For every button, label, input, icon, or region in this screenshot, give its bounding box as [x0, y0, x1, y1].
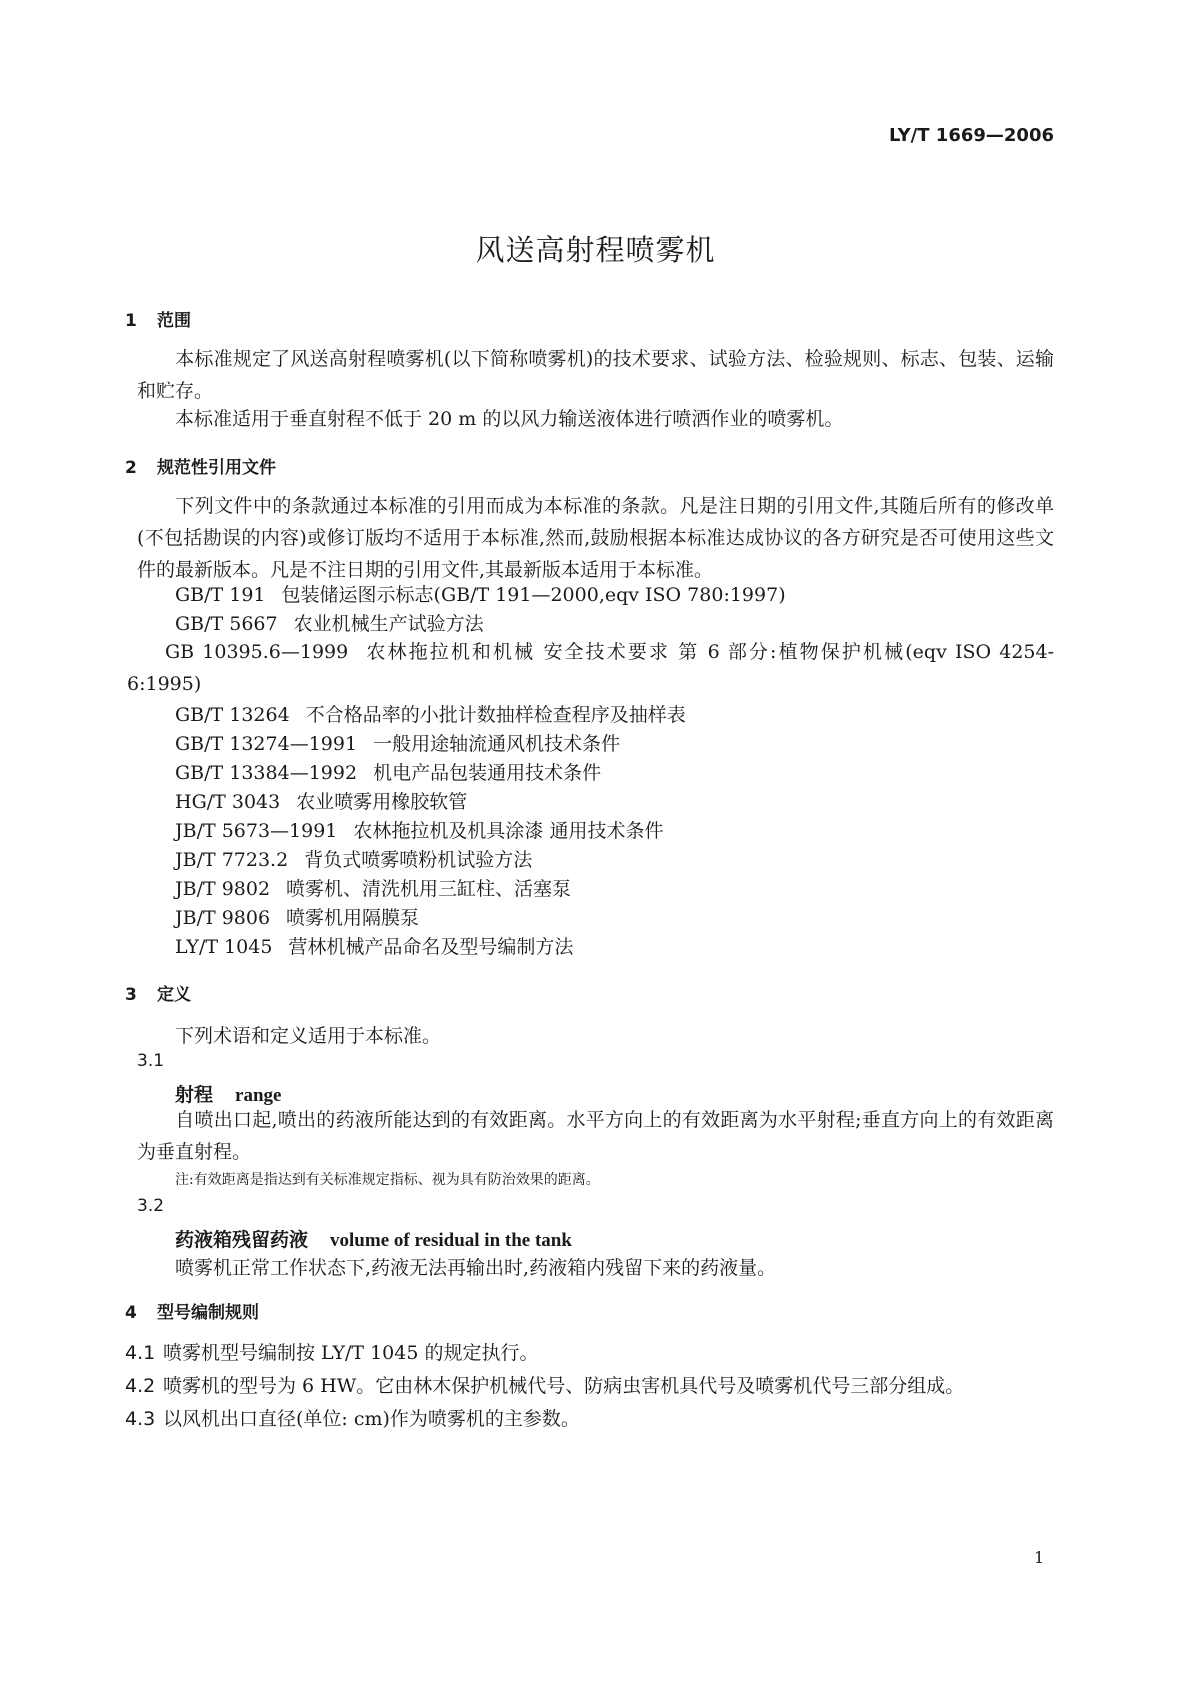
scope-paragraph-1: 本标准规定了风送高射程喷雾机(以下简称喷雾机)的技术要求、试验方法、检验规则、标志、包装、运输和贮存。: [137, 348, 1054, 402]
section-3-heading: [125, 980, 191, 1005]
reference-item: GB/T 191 包装储运图示标志(GB/T 191—2000,eqv ISO 780:1997): [175, 584, 786, 606]
scope-paragraph-2: 本标准适用于垂直射程不低于 20 m 的以风力输送液体进行喷洒作业的喷雾机。: [175, 408, 844, 430]
clause-item: 4.1 喷雾机型号编制按 LY/T 1045 的规定执行。: [125, 1342, 539, 1364]
reference-item: JB/T 9802 喷雾机、清洗机用三缸柱、活塞泵: [175, 878, 572, 900]
reference-item: GB/T 13274—1991 一般用途轴流通风机技术条件: [175, 733, 621, 755]
section-number: 4: [125, 1303, 137, 1323]
clause-item: 4.2 喷雾机的型号为 6 HW。它由林木保护机械代号、防病虫害机具代号及喷雾机代号三部分组成。: [125, 1375, 965, 1397]
standard-code: LY/T 1669—2006: [888, 125, 1054, 146]
references-intro: 下列文件中的条款通过本标准的引用而成为本标准的条款。凡是注日期的引用文件,其随后所有的修改单(不包括勘误的内容)或修订版均不适用于本标准,然而,鼓励根据本标准达成协议的各方研究是否可使用这些文件的最新版本。凡是不注日期的引用文件,其最新版本适用于本标准。: [137, 495, 1054, 581]
reference-item: GB/T 13384—1992 机电产品包装通用技术条件: [175, 762, 602, 784]
term-definition: 自喷出口起,喷出的药液所能达到的有效距离。水平方向上的有效距离为水平射程;垂直方向上的有效距离为垂直射程。: [137, 1109, 1054, 1163]
reference-item: GB/T 5667 农业机械生产试验方法: [175, 613, 484, 635]
reference-item: GB 10395.6—1999 农林拖拉机和机械 安全技术要求 第 6 部分:植物保护机械(eqv ISO 4254-6:1995): [127, 641, 1055, 695]
term-note: 注:有效距离是指达到有关标准规定指标、视为具有防治效果的距离。: [175, 1172, 600, 1188]
reference-item: HG/T 3043 农业喷雾用橡胶软管: [175, 791, 468, 813]
section-4-heading: [125, 1298, 259, 1323]
reference-item: JB/T 9806 喷雾机用隔膜泵: [175, 907, 420, 929]
section-title: 定义: [157, 985, 191, 1005]
section-2-heading: [125, 453, 276, 478]
clause-number: 3.2: [137, 1196, 165, 1216]
section-number: 2: [125, 458, 137, 478]
reference-item: GB/T 13264 不合格品率的小批计数抽样检查程序及抽样表: [175, 704, 686, 726]
term-heading: 药液箱残留药液 volume of residual in the tank: [175, 1229, 572, 1251]
section-title: 规范性引用文件: [157, 458, 276, 478]
page-number: 1: [1034, 1548, 1045, 1567]
reference-item: LY/T 1045 营林机械产品命名及型号编制方法: [175, 936, 574, 958]
term-definition: 喷雾机正常工作状态下,药液无法再输出时,药液箱内残留下来的药液量。: [175, 1257, 777, 1279]
clause-item: 4.3 以风机出口直径(单位: cm)作为喷雾机的主参数。: [125, 1408, 580, 1430]
section-number: 1: [125, 311, 137, 331]
definitions-intro: 下列术语和定义适用于本标准。: [175, 1025, 442, 1047]
section-number: 3: [125, 985, 137, 1005]
document-title: 风送高射程喷雾机: [475, 233, 716, 267]
section-1-heading: [125, 306, 191, 331]
term-heading: 射程 range: [175, 1084, 282, 1106]
clause-number: 3.1: [137, 1051, 165, 1071]
section-title: 型号编制规则: [157, 1303, 259, 1323]
reference-item: JB/T 7723.2 背负式喷雾喷粉机试验方法: [175, 849, 533, 871]
reference-item: JB/T 5673—1991 农林拖拉机及机具涂漆 通用技术条件: [175, 820, 664, 842]
section-title: 范围: [157, 311, 191, 331]
